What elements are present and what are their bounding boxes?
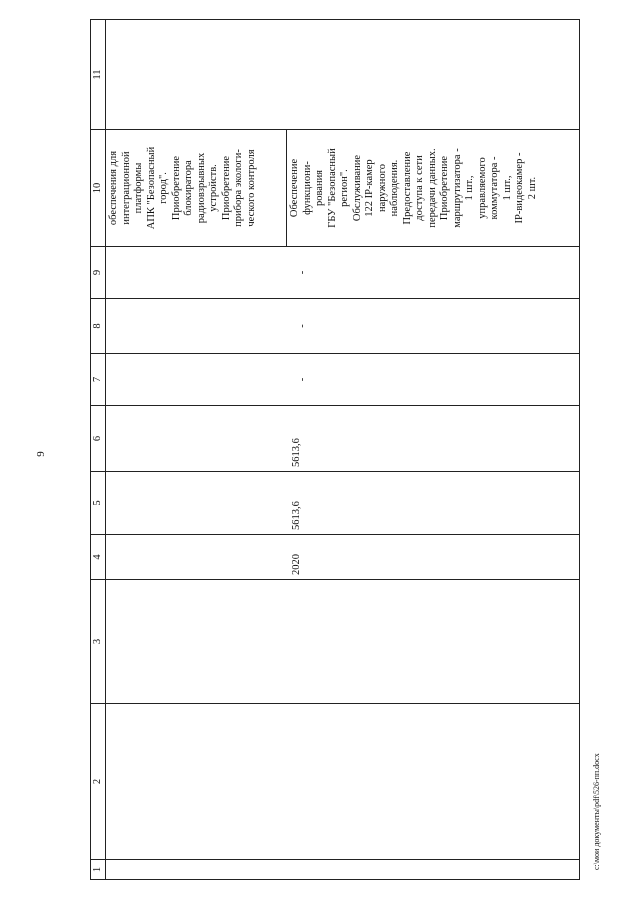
- col-header-10: 10: [91, 130, 106, 247]
- table-cell: [287, 299, 580, 354]
- data-table-rotated: [90, 20, 580, 880]
- table-cell: [106, 472, 287, 535]
- dash-value: -: [296, 270, 308, 275]
- table-row: [106, 20, 287, 880]
- col-header-2: 2: [91, 704, 106, 860]
- footer-file-path: c:\мои документы\pdf\526-пп.docx: [592, 753, 601, 870]
- table-cell: [106, 535, 287, 580]
- dash-value: -: [296, 377, 308, 382]
- col-header-7: 7: [91, 354, 106, 406]
- table-cell: [287, 130, 580, 247]
- col-header-1: 1: [91, 860, 106, 880]
- year-value: 2020: [290, 554, 302, 575]
- table-cell: [287, 472, 580, 535]
- table-cell: [287, 247, 580, 299]
- table-cell: [106, 354, 287, 406]
- col-header-4: 4: [91, 535, 106, 580]
- description-text-2: Обеспечение функциони- рования ГБУ "Безопасный регион". Обслуживание 122 IP-камер наружного наблюдения. Предоставление доступа к сети передачи данных. Приобретение маршрутизатора - 1 шт., управляемого коммутатора - 1 шт., IP-видеокамер - 2 шт.: [289, 148, 538, 228]
- data-table: [90, 19, 580, 880]
- col-header-3: 3: [91, 580, 106, 704]
- col-header-5: 5: [91, 472, 106, 535]
- amount-total-value: 5613,6: [290, 501, 302, 530]
- table-cell: [106, 247, 287, 299]
- table-cell: [106, 406, 287, 472]
- amount-value: 5613,6: [290, 438, 302, 467]
- table-cell: [106, 860, 580, 880]
- col-header-11: 11: [91, 20, 106, 130]
- table-cell: [287, 406, 580, 472]
- col-header-6: 6: [91, 406, 106, 472]
- table-cell: [287, 535, 580, 580]
- table-cell: [106, 580, 580, 704]
- col-header-8: 8: [91, 299, 106, 354]
- page-number: 9: [34, 451, 47, 457]
- table-cell: [106, 299, 287, 354]
- table-cell: [106, 704, 580, 860]
- description-text-1: обеспечения для интеграционной платформы АПК "Безопасный город". Приобретение блокиратора радиовзрывных устройств. Приобретение прибора экологи- ческого контроля: [108, 146, 257, 230]
- col-header-9: 9: [91, 247, 106, 299]
- table-cell: [106, 130, 287, 247]
- dash-value: -: [296, 324, 308, 328]
- table-cell: [106, 20, 580, 130]
- header-row: [91, 20, 106, 880]
- table-cell: [287, 354, 580, 406]
